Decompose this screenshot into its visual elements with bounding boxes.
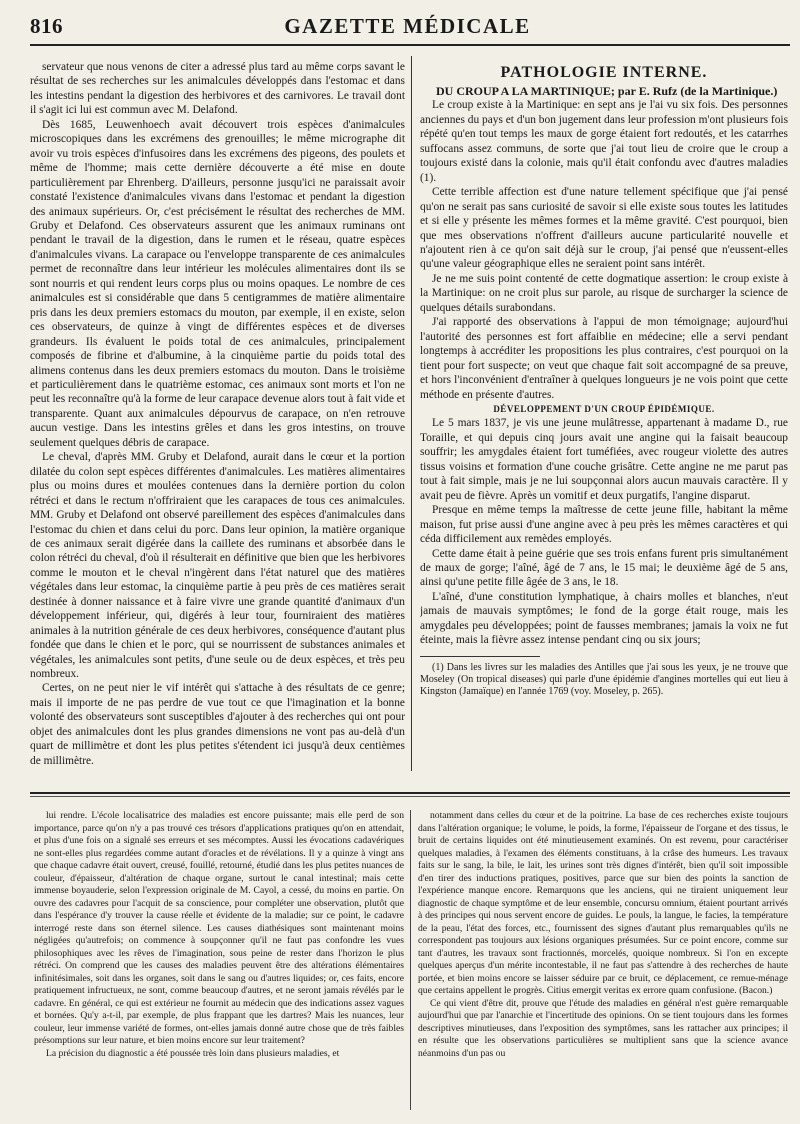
left-paragraph: Le cheval, d'après MM. Gruby et Delafond, aurait dans le cœur et la portion dilatée du colon sept espèces différentes d'animalcules. Les matières alimentaires plus ou moins dures et moulées contenues dans la dernière portion du colon rétréci et dans le rectum n'offriraient que les carapaces de tous ces animalcules. MM. Gruby et Delafond ont observé pareillement des espèces d'animalcules dans l'estomac du chien et dans celui du porc. Dans leur opinion, la matière organique de ces animaux serait digérée dans la caillete des ruminans et absorbée dans le colon rétréci du cheval, d'où il résulterait en définitive que bien que les herbivores comme le mouton et le cheval n'ingèrent dans l'état naturel que des matières végétales dans leur estomac, la cinquième partie à peu près de ces matières serait destinée à donner naissance et à faire vivre une grande quantité d'animaux d'un développement inférieur, qui, digérés à leur tour, fourniraient des matières animales à la nutrition générale de ces deux herbivores, conséquence d'autant plus fondée que dans le chien et le porc, qui se nourrissent de substances animales et végétales, les animalcules sont petits, d'une seule ou de deux espèces, et très peu nombreux. [30, 451, 405, 681]
column-divider [411, 56, 412, 771]
page-header [30, 14, 785, 42]
right-paragraph: Cette dame était à peine guérie que ses trois enfans furent pris simultanément de maux de gorge; l'aîné, âgé de 7 ans, le 15 mai; le deuxième âgé de 5 ans, ainsi qu'une petite fille âgée de 3 ans, le 18. [420, 547, 788, 589]
section-title: PATHOLOGIE INTERNE. [500, 64, 708, 81]
right-paragraph: Cette terrible affection est d'une nature tellement spécifique que j'ai pensé qu'on ne serait pas sans curiosité de savoir si elle existe sous toutes les latitudes et si elle y présente les mêmes formes et la même gravité. C'est pourquoi, bien que mes observations n'offrent d'ailleurs aucune particularité nouvelle et n'ajoutent rien à ce qu'on sait déjà sur le croup, j'ai pensé que n'eussent-elles qu'une valeur géographique elles ne seraient point sans intérêt. [420, 186, 788, 271]
section-rule [30, 792, 790, 794]
bottom-left-column [34, 810, 404, 1115]
right-paragraph: L'aîné, d'une constitution lymphatique, à chairs molles et blanches, n'eut jamais de mauvais symptômes; le fond de la gorge était rouge, mais les amygdales peu développées; point de fausses membranes; jamais la voix ne fut éteinte, mais la fièvre assez intense pendant cinq ou six jours; [420, 590, 788, 647]
left-paragraph: Dès 1685, Leuwenhoech avait découvert trois espèces d'animalcules microscopiques dans les excrémens des grenouilles; le même micrographe dit avoir vu trois espèces d'infusoires dans les excrémens des pigeons, des poulets et même de l'homme; mais cette dernière découverte a été mise en doute particulièrement par Ehrenberg. D'ailleurs, personne jusqu'ici ne paraissait avoir constaté l'existence d'animalcules vivans dans l'estomac et pendant la digestion des animaux supérieurs. Or, c'est précisément le résultat des recherches de MM. Gruby et Delafond. Ces observateurs assurent que les animaux ruminans ont pendant le travail de la digestion, dans le rumen et le réseau, quatre espèces d'animalcules vivans. La carapace ou l'enveloppe transparente de ces animalcules permet de reconnaître dans leur intérieur les molécules alimentaires dont ils se sont nourris et qui rendent leurs corps plus ou moins opaques. Le nombre de ces animalcules est si considérable que dans 5 centigrammes de matière alimentaire pris dans les deux premiers estomacs du mouton, par exemple, il en existe, selon ces observateurs, de quinze à vingt de différentes espèces et de diverses grandeurs. Ils évaluent le poids total de ces animalcules, principalement composés de fibrine et d'albumine, à la cinquième partie du poids total des alimens contenus dans les deux premiers estomacs du mouton. Dans le troisième et particulièrement dans le quatrième estomac, ces animaux sont morts et l'on ne peut les reconnaître qu'à la forme de leur carapace devenue alors tout à fait vide et transparente. Quant aux animalcules dépourvus de carapace, on n'en retrouve aucun vestige. Dans les intestins grêles et dans les gros intestins, on trouve seulement quelques débris de carapace. [30, 118, 405, 449]
bottom-column-divider [410, 810, 411, 1110]
left-paragraph: Certes, on ne peut nier le vif intérêt qui s'attache à des résultats de ce genre; mais il importe de ne pas perdre de vue tout ce que l'imagination et la bonne volonté des observateurs sont susceptibles d'ajouter à des recherches qui ont pour objet des animalcules dont les plus grandes dimensions ne vont pas au-delà d'un quart de millimètre et dont les plus petites s'étendent ici jusqu'à deux centièmes de millimètre. [30, 682, 405, 767]
right-paragraph: Le 5 mars 1837, je vis une jeune mulâtresse, appartenant à madame D., rue Toraille, et qui depuis cinq jours avait une angine qui la faisait beaucoup souffrir; les amygdales étaient fort tuméfiées, avec rougeur violette des autres tissus voisins et formation d'une couche grisâtre. Cette angine ne me parut pas tout à fait simple, mais je ne lui soupçonnai alors aucun mauvais caractère. Il y avait peu de fièvre. Après un vomitif et deux purgatifs, l'angine disparut. [420, 417, 788, 502]
subheading: DÉVELOPPEMENT D'UN CROUP ÉPIDÉMIQUE. [493, 403, 715, 414]
masthead-title: GAZETTE MÉDICALE [284, 14, 531, 38]
right-paragraph: Je ne me suis point contenté de cette dogmatique assertion: le croup existe à la Martinique: on ne croit plus sur parole, au risque de surcharger la science de quelques détails surabondans. [420, 272, 788, 314]
footnote-rule [420, 656, 540, 657]
right-column [420, 60, 788, 790]
bottom-right-column [418, 810, 788, 1115]
left-paragraph: servateur que nous venons de citer a adressé plus tard au même corps savant le résultat de ses recherches sur les animalcules développés dans l'estomac et dans les intestins pendant la digestion des herbivores et des carnivores. Le travail dont il s'agit ici lui est commun avec M. Delafond. [30, 61, 405, 117]
right-paragraph: Presque en même temps la maîtresse de cette jeune fille, habitant la même maison, fut prise aussi d'une angine avec à peu près les mêmes caractères et qui céda difficilement aux remèdes employés. [420, 504, 788, 546]
bottom-left-paragraph: lui rendre. L'école localisatrice des maladies est encore puissante; mais elle perd de son importance, parce qu'on n'y a pas trouvé ces trésors d'applications pratiques qu'on en attendait, et plus d'une fois on a signalé ses erreurs et ses mécomptes. Aussi les évocations cadavériques ne sont-elles plus regardées comme autant d'oracles et de révélations. Il y a quinze à vingt ans que chaque cadavre était ouvert, creusé, fouillé, retourné, étudié dans les plus petites nuances de couleur, d'épaisseur, d'altération de chaque organe, surtout le canal intestinal; mais cette immense boyauderie, selon l'expression originale de M. Cayol, a cessé, du moins en partie. On ouvre des cadavres pour l'acquit de sa conscience, pour compléter une observation, plutôt que dans l'espérance d'y trouver la cause réelle et évidente de la maladie; sur ce point, le cadavre interrogé reste dans son éternel silence. Les causes diathésiques sont maintenant moins négligées qu'autrefois; on commence à soupçonner qu'il ne faut pas confondre les vues philosophiques avec les rêves de l'imagination, sous peine de rester dans l'horizon le plus rétréci. On comprend que les causes des maladies peuvent être des altérations élémentaires infinitésimales, soit dans les organes, soit dans le sang ou d'autres liquides; or, ces faits, encore pratiquement infructueux, ne sont, comme beaucoup d'autres, et ne seront jamais révélés par le cadavre. En général, ce qui est extérieur ne fournit au médecin que des indications assez vagues et bornées. Qu'y a-t-il, par exemple, de plus frappant que les dartres? Mais les nuances, leur couleur, leur immense variété de formes, ont-elles jamais donné autre chose que de très faibles présomptions sur leur nature, et bien moins encore sur leur traitement? [34, 810, 404, 1046]
right-paragraph: J'ai rapporté des observations à l'appui de mon témoignage; aujourd'hui l'autorité des personnes est fort affaiblie en médecine; elle a servi pendant longtemps à accréditer les propositions les plus contraires, c'est pourquoi on la tient pour fort suspecte; on veut que chaque fait soit accompagné de sa preuve, et hors l'inconvénient d'entraîner à quelques longueurs je ne vois point que cette méthode en présente d'autres. [420, 316, 788, 401]
section-rule-thin [30, 796, 790, 797]
bottom-right-paragraph: notamment dans celles du cœur et de la poitrine. La base de ces recherches existe toujours dans l'altération organique; le volume, le poids, la forme, l'épaisseur de l'organe et des tissus, le bruit de certains liquides ont été minutieusement examinés. On est revenu, pour caractériser quelques maladies, à l'examen des éléments constituans, à la crâse des humeurs. Les travaux faits sur le sang, la bile, le lait, les urines sont très dignes d'intérêt, bien qu'il soit impossible d'en tirer des inductions pratiques, positives, parce que sur bien des points la sanction de l'expérience manque encore. Remarquons que les anciens, qui ne tiraient uniquement leur diagnostic de chaque symptôme et de leur ensemble, concursu omnium, étaient pourtant arrivés à des principes qui nous servent encore de guides. Le pouls, la langue, le facies, la température de la peau, l'état des forces, etc., fournissent des signes d'autant plus remarquables qu'ils ne correspondent pas toujours aux lésions organiques présumées. Sur ce point encore, comme sur tant d'autres, les travaux sont fractionnés, morcelés, quoique nombreux. Si l'on en excepte quelques aperçus d'un mérite incontestable, il ne faut pas s'attendre à des recherches de haute portée, et bien moins encore se laisser séduire par ce bruit, ce déplacement, ce remue-ménage que certains appellent le progrès. Citius emergit veritas ex errore quam confusione. (Bacon.) [418, 810, 788, 996]
header-rule [30, 44, 790, 46]
footnote: (1) Dans les livres sur les maladies des Antilles que j'ai sous les yeux, je ne trouve que Moseley (On tropical diseases) qui parle d'une épidémie d'angines mortelles qui eut lieu à Kingston (Jamaïque) en l'année 1769 (voy. Moseley, p. 265). [420, 661, 788, 698]
page-number: 816 [30, 14, 63, 38]
right-paragraph: Le croup existe à la Martinique: en sept ans je l'ai vu six fois. Des personnes anciennes du pays et d'un bon jugement dans leur profession m'ont plusieurs fois répété qu'en tout temps les maux de gorge étaient fort redoutés, et les catarrhes suffocans assez communs, de sorte que j'ai tout lieu de croire que le croup a toujours existé dans la colonie, mais qu'il était confondu avec d'autres maladies (1). [420, 99, 788, 184]
article-heading: DU CROUP A LA MARTINIQUE; par E. Rufz (de la Martinique.) [436, 84, 778, 99]
bottom-left-paragraph: La précision du diagnostic a été poussée très loin dans plusieurs maladies, et [46, 1047, 340, 1059]
left-column [30, 60, 405, 780]
bottom-right-paragraph: Ce qui vient d'être dit, prouve que l'étude des maladies en général n'est guère remarquable aujourd'hui que par l'anarchie et l'incertitude des opinions. On se tient toujours dans les formes descriptives minutieuses, dans l'exposition des symptômes, sans les rattacher aux principes; il en résulte que les observations particulières se multiplient sans que la science avance néanmoins d'un pas ou [418, 997, 788, 1059]
